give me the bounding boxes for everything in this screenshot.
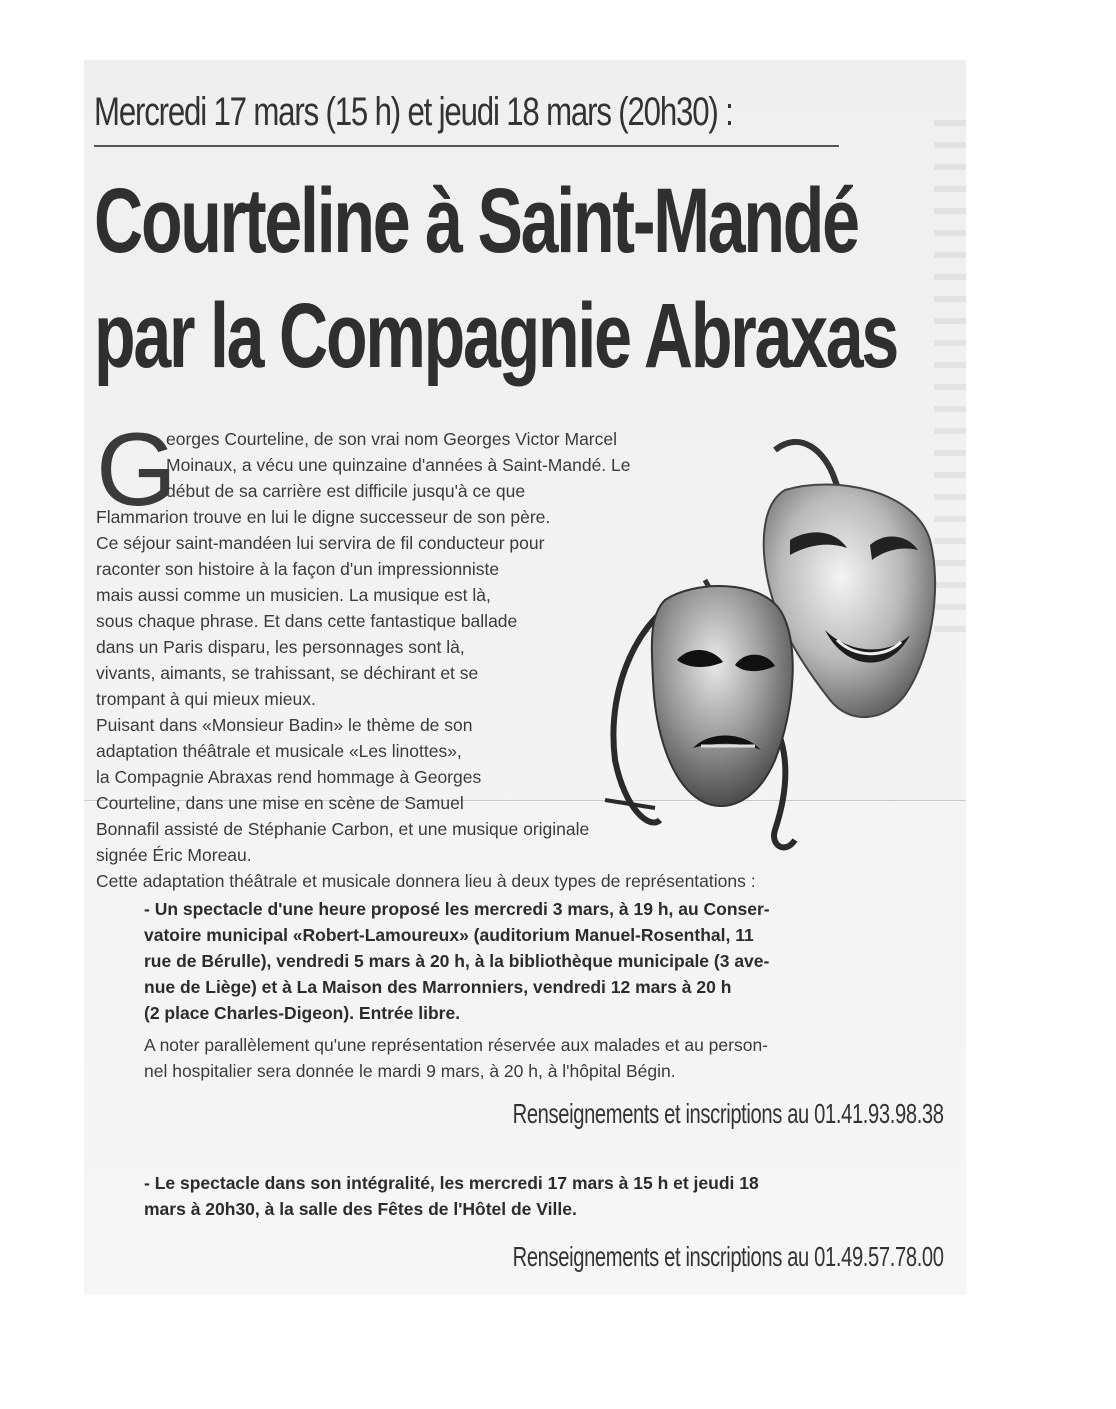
article-line: trompant à qui mieux mieux.	[96, 689, 316, 709]
date-line: Mercredi 17 mars (15 h) et jeudi 18 mars (20h30) :	[94, 90, 733, 134]
item-1-line: vatoire municipal «Robert-Lamoureux» (auditorium Manuel-Rosenthal, 11	[144, 925, 754, 945]
note-line: A noter parallèlement qu'une représentation réservée aux malades et au person-	[144, 1035, 769, 1055]
article-line: la Compagnie Abraxas rend hommage à Georges	[96, 767, 482, 787]
contact-info-2: Renseignements et inscriptions au 01.49.57.78.00	[512, 1241, 944, 1272]
article-line: dans un Paris disparu, les personnages sont là,	[96, 637, 465, 657]
theatre-masks-illustration	[585, 430, 950, 860]
article-line: Cette adaptation théâtrale et musicale donnera lieu à deux types de représentations :	[96, 871, 756, 891]
article-line: adaptation théâtrale et musicale «Les linottes»,	[96, 741, 462, 761]
item-1-line: nue de Liège) et à La Maison des Marronniers, vendredi 12 mars à 20 h	[144, 977, 732, 997]
article-line: Flammarion trouve en lui le digne successeur de son père.	[96, 507, 551, 527]
item-2-line: mars à 20h30, à la salle des Fêtes de l'Hôtel de Ville.	[144, 1199, 577, 1219]
headline-line-2: par la Compagnie Abraxas	[94, 285, 898, 387]
article-line: signée Éric Moreau.	[96, 845, 252, 865]
article-line: Ce séjour saint-mandéen lui servira de fil conducteur pour	[96, 533, 545, 553]
article-line: eorges Courteline, de son vrai nom Georges Victor Marcel	[166, 429, 618, 449]
article-line: vivants, aimants, se trahissant, se déchirant et se	[96, 663, 479, 683]
contact-info-1: Renseignements et inscriptions au 01.41.93.98.38	[512, 1098, 944, 1129]
item-1-line: rue de Bérulle), vendredi 5 mars à 20 h, à la bibliothèque municipale (3 ave-	[144, 951, 770, 971]
date-underline	[94, 145, 839, 147]
article-line: mais aussi comme un musicien. La musique est là,	[96, 585, 491, 605]
article-line: début de sa carrière est difficile jusqu'à ce que	[166, 481, 526, 501]
note-line: nel hospitalier sera donnée le mardi 9 mars, à 20 h, à l'hôpital Bégin.	[144, 1061, 676, 1081]
article-line: sous chaque phrase. Et dans cette fantastique ballade	[96, 611, 518, 631]
article-line: Puisant dans «Monsieur Badin» le thème de son	[96, 715, 473, 735]
item-1-line: (2 place Charles-Digeon). Entrée libre.	[144, 1003, 461, 1023]
item-1-line: - Un spectacle d'une heure proposé les mercredi 3 mars, à 19 h, au Conser-	[144, 899, 770, 919]
drop-cap: G	[96, 412, 177, 528]
item-2-line: - Le spectacle dans son intégralité, les mercredi 17 mars à 15 h et jeudi 18	[144, 1173, 759, 1193]
article-line: raconter son histoire à la façon d'un impressionniste	[96, 559, 500, 579]
article-line: Bonnafil assisté de Stéphanie Carbon, et une musique originale	[96, 819, 590, 839]
article-line: Moinaux, a vécu une quinzaine d'années à Saint-Mandé. Le	[166, 455, 631, 475]
headline-line-1: Courteline à Saint-Mandé	[94, 170, 858, 272]
article-line: Courteline, dans une mise en scène de Samuel	[96, 793, 464, 813]
